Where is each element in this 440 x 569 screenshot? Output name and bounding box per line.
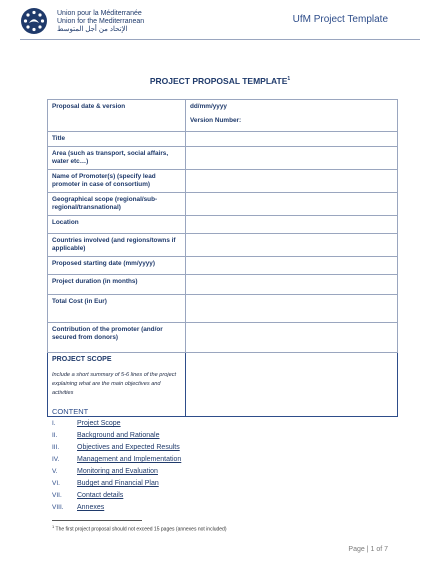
toc-item-number: VI. — [52, 480, 60, 487]
form-row-value-field[interactable] — [186, 193, 398, 216]
footnote-text: The first project proposal should not exceed 15 pages (annexes not included) — [55, 526, 227, 533]
form-row-value-field[interactable] — [186, 147, 398, 170]
toc-item — [52, 420, 392, 432]
form-row-label: Project duration (in months) — [48, 275, 186, 295]
form-row — [48, 275, 398, 295]
toc-item-link[interactable]: Project Scope — [77, 420, 121, 427]
form-row — [48, 257, 398, 275]
toc-item-number: III. — [52, 444, 60, 451]
form-row — [48, 193, 398, 216]
toc-item — [52, 432, 392, 444]
toc-item — [52, 480, 392, 492]
toc-item — [52, 444, 392, 456]
toc-item-link[interactable]: Objectives and Expected Results — [77, 444, 180, 451]
form-row — [48, 323, 398, 353]
document-title-text: PROJECT PROPOSAL TEMPLATE — [149, 76, 288, 86]
form-row-value-field[interactable] — [186, 323, 398, 353]
footnote-marker: 1 — [52, 524, 55, 529]
toc-item-number: IV. — [52, 456, 60, 463]
project-scope-description: Include a short summary of 5-6 lines of the project explaining what are the main objectives and activities — [52, 372, 177, 396]
form-row-label: Location — [48, 216, 186, 234]
form-row-label: Area (such as transport, social affairs, water etc…) — [48, 147, 186, 170]
title-footnote-marker: 1 — [287, 76, 291, 83]
form-row-label: Proposal date & version — [48, 100, 186, 132]
form-row — [48, 132, 398, 147]
form-row — [48, 147, 398, 170]
toc-item — [52, 468, 392, 480]
toc-item — [52, 456, 392, 468]
toc-item-link[interactable]: Management and Implementation — [77, 456, 182, 463]
toc-item-number: V. — [52, 468, 58, 475]
toc-item — [52, 492, 392, 504]
toc-item-number: II. — [52, 432, 58, 439]
form-row-value-field[interactable] — [186, 170, 398, 193]
form-row-label: Geographical scope (regional/sub-regional/transnational) — [48, 193, 186, 216]
form-row — [48, 216, 398, 234]
org-name-ar: الإتحاد من أجل المتوسط — [57, 26, 128, 33]
form-row-label: Countries involved (and regions/towns if applicable) — [48, 234, 186, 257]
proposal-form-table — [47, 99, 398, 417]
form-value-text: dd/mm/yyyy — [190, 103, 227, 110]
header-title: UfM Project Template — [292, 14, 388, 25]
toc-item-number: VIII. — [52, 504, 64, 511]
form-value-text: Version Number: — [190, 117, 242, 124]
form-row-value-field[interactable] — [186, 295, 398, 323]
form-row-value-field[interactable] — [186, 257, 398, 275]
form-row-label: Proposed starting date (mm/yyyy) — [48, 257, 186, 275]
form-row-value-field[interactable] — [186, 100, 398, 132]
form-row-value-field[interactable] — [186, 216, 398, 234]
form-row-label: Title — [48, 132, 186, 147]
page-header — [0, 0, 440, 40]
toc-item-link[interactable]: Contact details — [77, 492, 124, 499]
org-name-en: Union for the Mediterranean — [57, 18, 145, 25]
page-number: Page | 1 of 7 — [348, 546, 388, 553]
toc-item — [52, 504, 392, 516]
project-scope-title: PROJECT SCOPE — [52, 356, 112, 363]
form-row — [48, 295, 398, 323]
form-row-value-field[interactable] — [186, 234, 398, 257]
form-row — [48, 100, 398, 132]
header-divider — [20, 39, 420, 40]
form-row-value-field[interactable] — [186, 275, 398, 295]
form-row-label: Contribution of the promoter (and/or secured from donors) — [48, 323, 186, 353]
form-row-label: Name of Promoter(s) (specify lead promoter in case of consortium) — [48, 170, 186, 193]
content-heading: CONTENT — [52, 407, 89, 416]
form-row-value-field[interactable] — [186, 132, 398, 147]
ufm-logo-icon — [20, 7, 48, 35]
form-row-label: Total Cost (in Eur) — [48, 295, 186, 323]
content-section — [52, 407, 392, 516]
toc-item-link[interactable]: Annexes — [77, 504, 105, 511]
toc-item-number: I. — [52, 420, 56, 427]
proposal-form-body — [48, 100, 398, 417]
toc-item-link[interactable]: Background and Rationale — [77, 432, 160, 439]
form-row — [48, 234, 398, 257]
organization-names — [57, 10, 144, 34]
footnote — [52, 524, 227, 533]
table-of-contents — [52, 420, 392, 516]
form-row — [48, 170, 398, 193]
toc-item-link[interactable]: Monitoring and Evaluation — [77, 468, 158, 475]
footnote-divider — [52, 520, 142, 521]
document-title — [0, 76, 440, 86]
toc-item-link[interactable]: Budget and Financial Plan — [77, 480, 159, 487]
org-name-fr: Union pour la Méditerranée — [57, 10, 142, 17]
toc-item-number: VII. — [52, 492, 62, 499]
